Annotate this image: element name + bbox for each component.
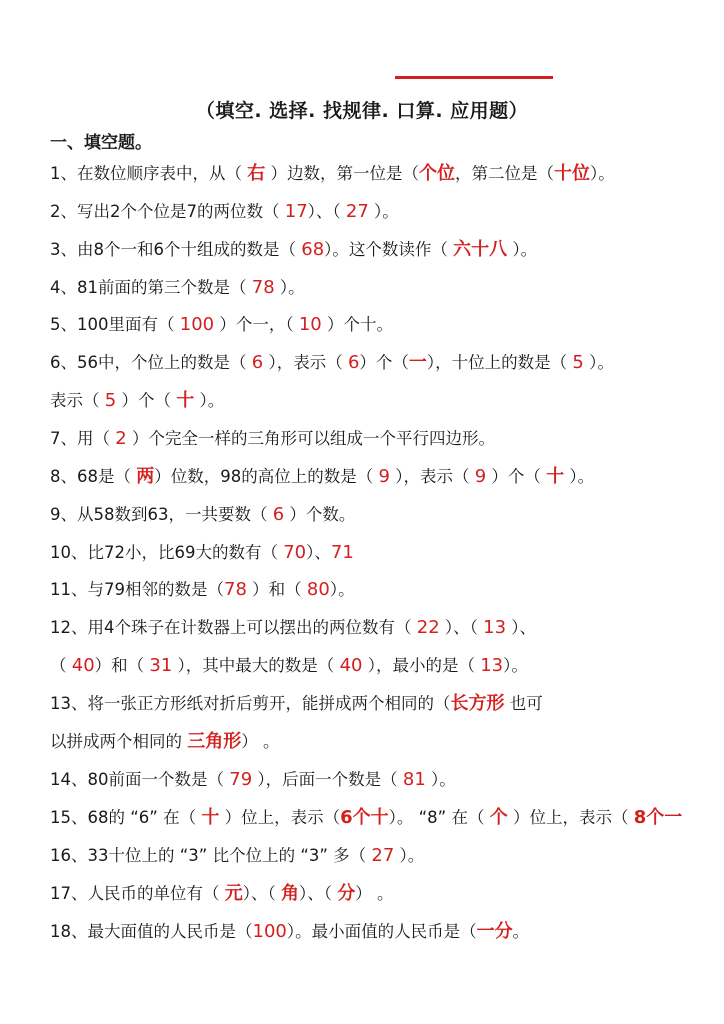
answer-text: 一: [408, 352, 427, 373]
question-text: ）位上，表示（: [507, 808, 634, 827]
answer-text: 27: [371, 845, 395, 866]
question-text: ）、（: [439, 618, 484, 637]
question-line: [50, 428, 495, 450]
question-line: [50, 731, 280, 753]
question-text: ）位上，表示（: [219, 808, 341, 827]
question-line: [50, 921, 529, 943]
red-underline-rule: [395, 76, 553, 79]
answer-text: 十: [201, 807, 220, 828]
question-text: ）个数。: [284, 505, 356, 524]
question-text: ），十位上的数是（: [426, 353, 573, 372]
question-text: ）。最小面值的人民币是（: [286, 922, 477, 941]
answer-text: 13: [480, 655, 504, 676]
answer-text: 78: [224, 579, 247, 600]
question-text: 17、人民币的单位有（: [50, 884, 225, 903]
question-text: 10、比72小，比69大的数有（: [50, 543, 284, 562]
question-text: 也可: [504, 694, 543, 713]
question-line: [50, 352, 614, 374]
question-line: [50, 239, 537, 261]
question-text: 。: [512, 922, 530, 941]
question-text: ）。: [564, 467, 595, 486]
question-text: ）。: [329, 580, 355, 599]
answer-text: 68: [301, 239, 325, 260]
question-line: [50, 504, 355, 526]
answer-text: 10: [298, 314, 322, 335]
question-text: ）。: [394, 846, 425, 865]
question-text: ）个一，（: [214, 315, 299, 334]
question-text: ）、: [306, 543, 331, 562]
question-text: ）和（: [246, 580, 307, 599]
question-text: ）和（: [94, 656, 150, 675]
question-text: ）。: [583, 353, 614, 372]
question-line: [50, 390, 224, 412]
answer-text: 两: [136, 466, 155, 487]
question-text: ）。: [194, 391, 225, 410]
answer-text: 一分: [476, 921, 513, 942]
answer-text: 71: [330, 542, 354, 563]
answer-text: 三角形: [187, 731, 242, 752]
question-text: 6、56中，个位上的数是（: [50, 353, 252, 372]
question-text: ）。: [590, 164, 615, 183]
question-text: ）。这个数读作（: [324, 240, 454, 259]
question-text: ）。: [503, 656, 528, 675]
answer-text: 78: [251, 277, 275, 298]
answer-text: 5: [572, 352, 584, 373]
answer-text: 31: [149, 655, 173, 676]
question-text: ），后面一个数是（: [252, 770, 403, 789]
answer-text: 角: [281, 883, 299, 904]
answer-text: 9: [378, 466, 390, 487]
question-text: 11、与79相邻的数是（: [50, 580, 224, 599]
question-text: ）个（: [486, 467, 547, 486]
answer-text: 100: [252, 921, 287, 942]
section-heading: 一、填空题。: [50, 133, 152, 153]
question-text: ）个十。: [321, 315, 394, 334]
question-text: ）。 “8” 在（: [388, 808, 490, 827]
answer-text: 右: [247, 163, 266, 184]
question-text: 1、在数位顺序表中，从（: [50, 164, 248, 183]
answer-text: 8个一: [633, 807, 683, 828]
question-text: ，第二位是（: [455, 164, 554, 183]
question-text: 15、68的 “6” 在（: [50, 808, 202, 827]
answer-text: 分: [337, 883, 356, 904]
question-text: ）。: [507, 240, 538, 259]
question-text: 5、100里面有（: [50, 315, 180, 334]
question-text: ）个（: [116, 391, 177, 410]
question-line: [50, 314, 393, 336]
answer-text: 6: [347, 352, 360, 373]
question-line: [50, 466, 594, 488]
question-text: 4、81前面的第三个数是（: [50, 278, 252, 297]
answer-text: 元: [224, 883, 243, 904]
answer-text: 2: [115, 428, 127, 449]
answer-text: 80: [306, 579, 330, 600]
answer-text: 100: [179, 314, 215, 335]
answer-text: 40: [339, 655, 363, 676]
question-text: ） 。: [241, 732, 280, 751]
answer-text: 6个十: [340, 807, 389, 828]
question-text: 表示（: [50, 391, 105, 410]
question-text: ），其中最大的数是（: [172, 656, 340, 675]
answer-text: 长方形: [450, 693, 505, 714]
question-line: [50, 883, 394, 905]
answer-text: 40: [71, 655, 95, 676]
question-text: ），表示（: [389, 467, 475, 486]
question-text: 2、写出2个个位是7的两位数（: [50, 202, 285, 221]
answer-text: 79: [229, 769, 253, 790]
answer-text: 17: [284, 201, 308, 222]
question-text: 8、68是（: [50, 467, 137, 486]
question-text: 14、80前面一个数是（: [50, 770, 230, 789]
question-text: ），表示（: [263, 353, 348, 372]
question-line: [50, 542, 354, 564]
answer-text: 六十八: [453, 239, 508, 260]
question-text: ）。: [425, 770, 456, 789]
question-text: ）。: [368, 202, 399, 221]
answer-text: 十: [546, 466, 565, 487]
answer-text: 9: [474, 466, 487, 487]
question-line: [50, 769, 456, 791]
question-line: [50, 693, 543, 715]
answer-text: 6: [251, 352, 264, 373]
answer-text: 22: [416, 617, 440, 638]
answer-text: 6: [272, 504, 285, 525]
answer-text: 十位: [554, 163, 590, 184]
answer-text: 5: [104, 390, 117, 411]
question-text: ）、（: [242, 884, 281, 903]
question-text: 9、从58数到63，一共要数（: [50, 505, 273, 524]
question-line: [50, 201, 399, 223]
question-text: （: [50, 656, 72, 675]
question-text: ）边数，第一位是（: [265, 164, 419, 183]
question-text: ）位数，98的高位上的数是（: [154, 467, 379, 486]
question-line: [50, 579, 355, 601]
question-text: ）、（: [307, 202, 346, 221]
page-title: （填空. 选择. 找规律. 口算. 应用题）: [195, 100, 529, 122]
answer-text: 70: [283, 542, 307, 563]
question-text: 13、将一张正方形纸对折后剪开，能拼成两个相同的（: [50, 694, 451, 713]
question-text: ） 。: [355, 884, 394, 903]
question-line: [50, 845, 424, 867]
question-text: 18、最大面值的人民币是（: [50, 922, 253, 941]
question-line: [50, 277, 305, 299]
question-line: [50, 655, 528, 677]
question-text: 12、用4个珠子在计数器上可以摆出的两位数有（: [50, 618, 417, 637]
question-text: ）、（: [299, 884, 338, 903]
question-text: ），最小的是（: [362, 656, 481, 675]
question-text: 以拼成两个相同的: [50, 732, 188, 751]
question-text: 7、用（: [50, 429, 116, 448]
question-text: 3、由8个一和6个十组成的数是（: [50, 240, 302, 259]
question-text: ）、: [506, 618, 537, 637]
answer-text: 个位: [419, 163, 455, 184]
question-text: ）。: [274, 278, 305, 297]
answer-text: 十: [176, 390, 195, 411]
question-line: [50, 807, 682, 829]
question-line: [50, 163, 615, 185]
answer-text: 81: [402, 769, 426, 790]
question-text: 16、33十位上的 “3” 比个位上的 “3” 多（: [50, 846, 372, 865]
answer-text: 13: [483, 617, 507, 638]
question-text: ）个（: [359, 353, 409, 372]
answer-text: 27: [345, 201, 369, 222]
question-line: [50, 617, 536, 639]
answer-text: 个: [489, 807, 508, 828]
question-text: ）个完全一样的三角形可以组成一个平行四边形。: [126, 429, 495, 448]
